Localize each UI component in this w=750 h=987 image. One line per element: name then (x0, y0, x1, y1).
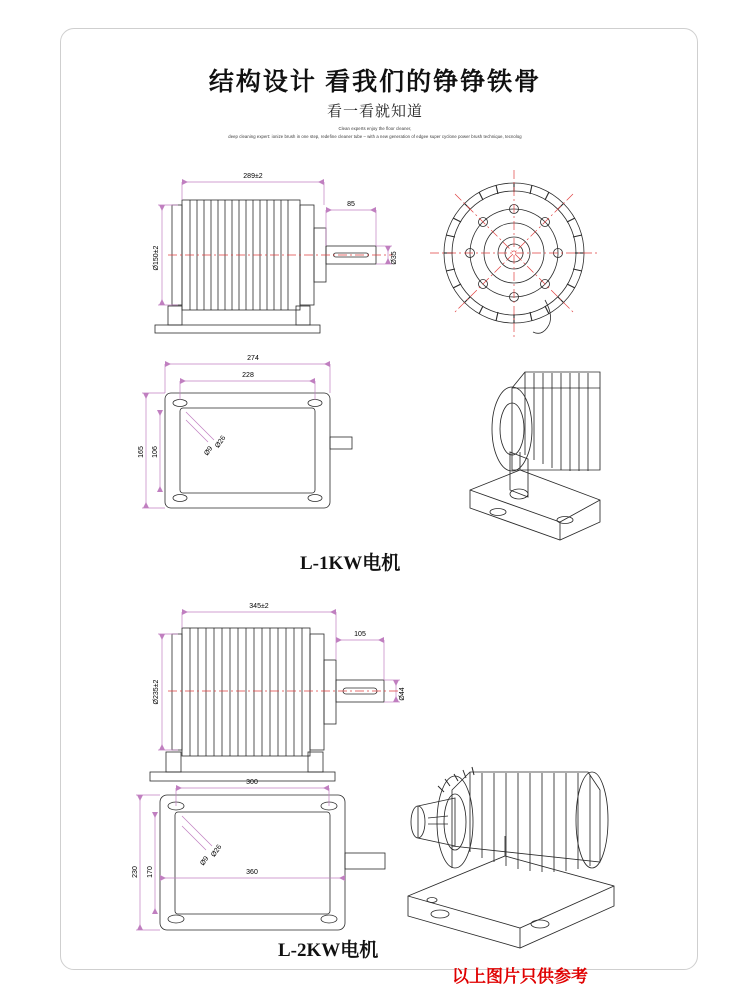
dim-text-1kw-hole-dia-b: Ø26 (214, 434, 228, 450)
dim-text-1kw-shaft-dia: Ø35 (391, 251, 398, 265)
dim-text-2kw-hole-dia-a: Ø9 (199, 855, 211, 867)
dim-1kw-shaft-length (326, 207, 376, 246)
motor-1kw-perspective (470, 372, 600, 540)
dim-text-2kw-hole-span: 300 (246, 779, 258, 786)
motor-2kw-perspective (408, 767, 614, 948)
disclaimer-note: 以上图片只供参考 (452, 967, 588, 986)
motor-1kw-top-view (165, 393, 352, 508)
dim-text-2kw-base-width: 230 (132, 866, 139, 878)
label-motor-2kw: L-2KW电机 (278, 940, 379, 961)
motor-2kw-side-view (150, 628, 384, 781)
dim-text-1kw-hole-span: 228 (242, 372, 254, 379)
fineprint-line-1: Clean experts enjoy the floor cleaner, (338, 126, 412, 131)
dim-text-1kw-base-length: 274 (247, 355, 259, 362)
dim-text-2kw-base-length: 360 (246, 869, 258, 876)
dim-2kw-base-width (136, 795, 160, 930)
dim-text-1kw-body-dia: Ø150±2 (153, 245, 160, 271)
dim-2kw-overall-length (182, 609, 336, 660)
dim-text-1kw-base-width: 165 (138, 446, 145, 458)
dim-text-2kw-shaft-length: 105 (354, 631, 366, 638)
dim-2kw-shaft-length (336, 637, 384, 680)
dim-text-2kw-shaft-dia: Ø44 (399, 687, 406, 701)
dim-text-1kw-shaft-length: 85 (347, 201, 355, 208)
dim-text-1kw-length: 289±2 (243, 173, 263, 180)
motor-1kw-side-view (155, 200, 376, 333)
label-motor-1kw: L-1KW电机 (300, 553, 401, 574)
dim-1kw-hole-span (180, 378, 315, 400)
fineprint-line-2: deep cleaning expert: ionize brush in one step, redefine cleaner tube – with a new generation of edgee super cyclone power brush technique, tecnolog (228, 134, 522, 139)
dim-text-1kw-hole-width: 106 (152, 446, 159, 458)
dim-2kw-hole-callouts (182, 816, 212, 850)
dim-text-2kw-hole-dia-b: Ø26 (210, 843, 224, 859)
motor-2kw-top-view (160, 795, 385, 930)
dim-text-2kw-body-dia: Ø235±2 (153, 679, 160, 705)
dim-2kw-hole-span (176, 785, 329, 806)
page-subtitle: 看一看就知道 (326, 104, 423, 120)
dim-2kw-body-diameter (158, 634, 178, 750)
dim-text-2kw-hole-width: 170 (147, 866, 154, 878)
dim-text-1kw-hole-dia-a: Ø9 (203, 445, 215, 457)
dim-1kw-hole-callouts (186, 412, 214, 442)
dim-2kw-hole-width (152, 812, 158, 914)
dim-text-2kw-length: 345±2 (249, 603, 269, 610)
page-title: 结构设计 看我们的铮铮铁骨 (208, 69, 542, 96)
